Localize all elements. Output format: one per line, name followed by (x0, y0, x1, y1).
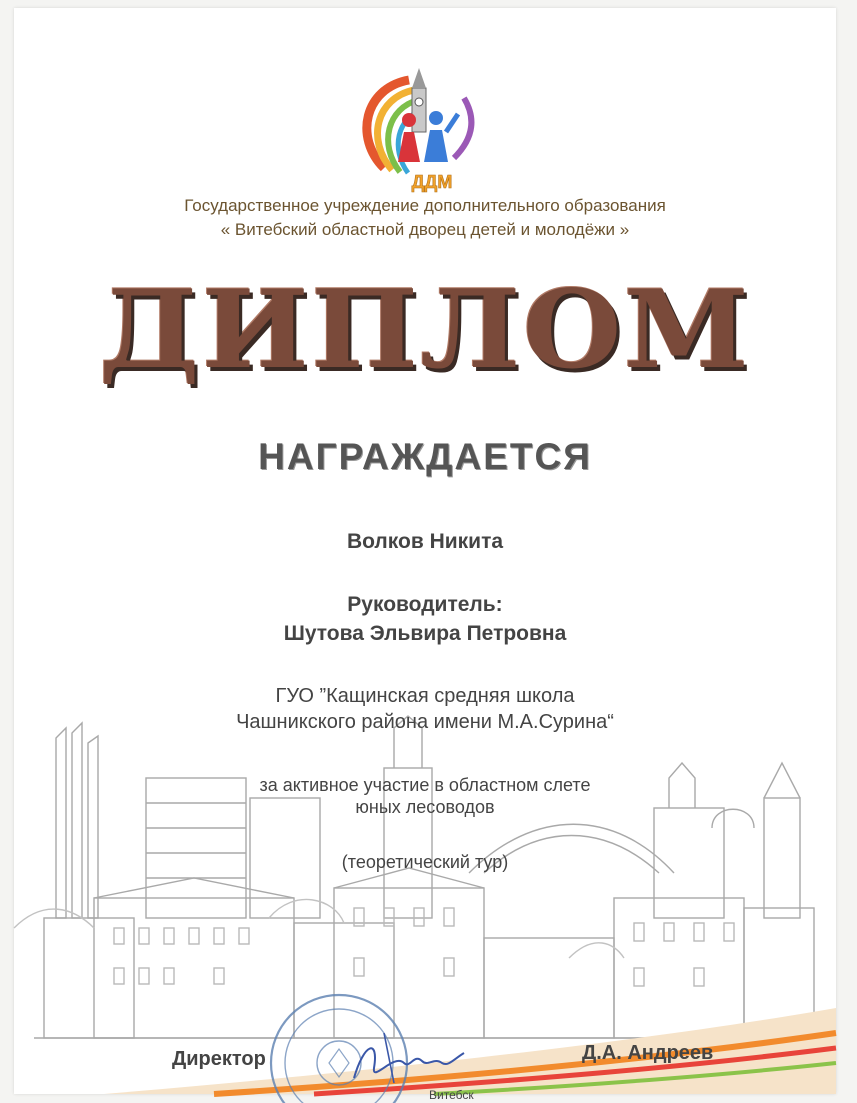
school-line-2: Чашникского района имени М.А.Сурина“ (236, 711, 614, 733)
reason-line-1: за активное участие в областном слете (259, 775, 591, 795)
supervisor-name: Шутова Эльвира Петровна (283, 622, 567, 645)
director-name: Д.А. Андреев (582, 1042, 714, 1064)
organization-line-2: « Витебский областной дворец детей и молодёжи » (220, 220, 630, 239)
footer-partial-text: Витебск (429, 1088, 474, 1102)
tour-label: (теоретический тур) (341, 852, 509, 872)
document-title: ДИПЛОМ (98, 267, 752, 393)
recipient-name: Волков Никита (346, 530, 504, 553)
reason-line-2: юных лесоводов (355, 797, 495, 817)
diploma-sheet (14, 8, 836, 1102)
organization-line-1: Государственное учреждение дополнительного образования (184, 196, 666, 215)
logo-text: ДДМ (411, 172, 453, 192)
school-line-1: ГУО ”Кащинская средняя школа (275, 685, 575, 707)
director-label: Директор (172, 1048, 266, 1070)
awarded-label: НАГРАЖДАЕТСЯ (258, 436, 592, 477)
supervisor-label: Руководитель: (347, 593, 503, 616)
director-signature (344, 1023, 474, 1093)
palace-logo (354, 58, 484, 198)
